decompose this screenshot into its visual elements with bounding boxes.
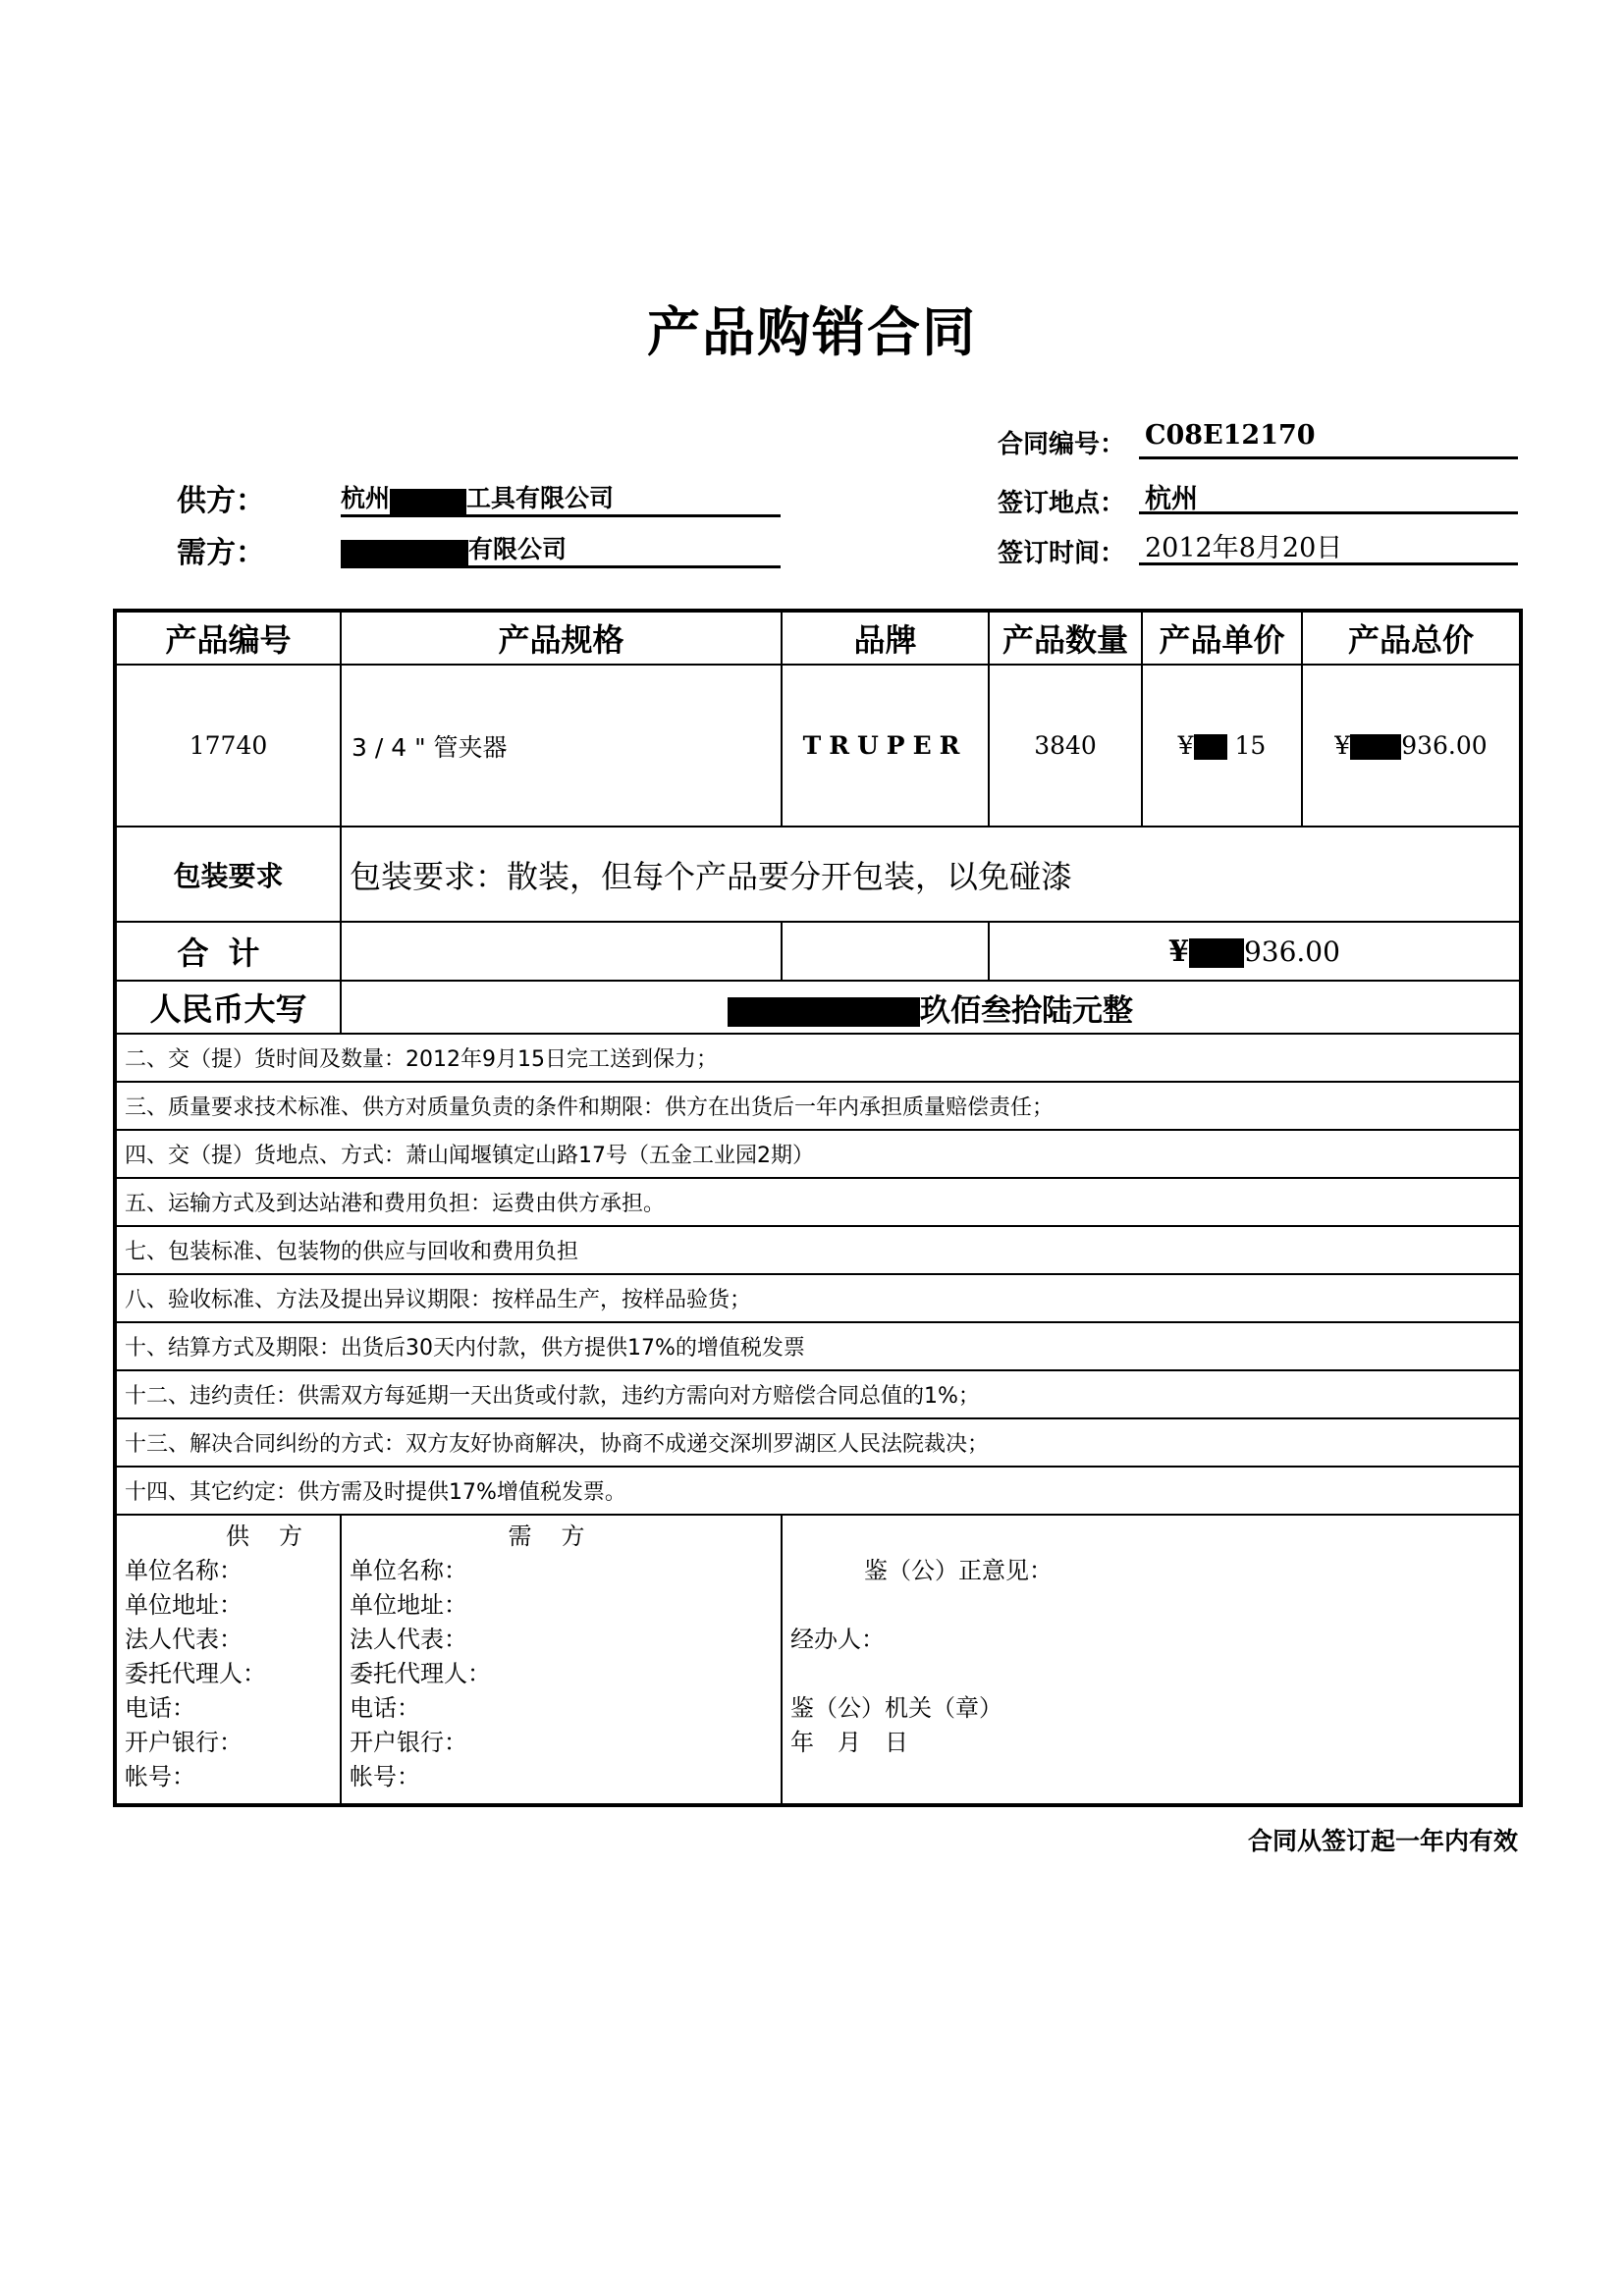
buyer-name-suffix: 有限公司 <box>468 535 568 563</box>
handler-label: 经办人： <box>790 1626 885 1653</box>
redaction-bar <box>1194 734 1227 760</box>
clause-text: 十、结算方式及期限：出货后30天内付款，供方提供17%的增值税发票 <box>115 1322 1521 1370</box>
total-amount-suffix: 936.00 <box>1243 934 1340 968</box>
clause-row <box>115 1082 1521 1130</box>
rmb-value-cell <box>341 981 1521 1034</box>
col-header-code: 产品编号 <box>115 611 341 665</box>
total-price-prefix: ¥ <box>1334 730 1351 760</box>
table-header-row <box>115 611 1521 665</box>
rmb-label: 人民币大写 <box>115 981 341 1034</box>
field-label: 单位名称： <box>350 1557 467 1584</box>
field-label: 单位地址： <box>125 1591 243 1619</box>
field-label: 电话： <box>350 1694 420 1722</box>
clause-row <box>115 1418 1521 1467</box>
col-header-spec: 产品规格 <box>341 611 782 665</box>
field-label: 电话： <box>125 1694 195 1722</box>
supplier-label: 供方： <box>177 484 265 518</box>
sign-date-label: 签订时间： <box>998 539 1126 568</box>
packing-label: 包装要求 <box>115 827 341 922</box>
parties-row <box>115 1515 1521 1805</box>
buyer-info-cell <box>341 1515 782 1805</box>
unit-price-prefix: ¥ <box>1177 730 1194 760</box>
contract-no-value: C08E12170 <box>1139 420 1518 459</box>
validity-note: 合同从签订起一年内有效 <box>1247 1827 1518 1855</box>
redaction-bar <box>1189 938 1244 968</box>
total-price-cell <box>1302 665 1521 827</box>
clause-text: 七、包装标准、包装物的供应与回收和费用负担 <box>115 1226 1521 1274</box>
clause-text: 二、交（提）货时间及数量：2012年9月15日完工送到保力； <box>115 1034 1521 1082</box>
field-label: 单位名称： <box>125 1557 243 1584</box>
clause-row <box>115 1274 1521 1322</box>
total-price-suffix: 936.00 <box>1401 730 1488 760</box>
contract-title: 产品购销合同 <box>647 301 977 363</box>
field-label: 委托代理人： <box>350 1660 491 1687</box>
supplier-info-cell <box>115 1515 341 1805</box>
total-label: 合计 <box>115 922 341 981</box>
supplier-field <box>341 479 781 517</box>
clause-text: 四、交（提）货地点、方式：萧山闻堰镇定山路17号（五金工业园2期） <box>115 1130 1521 1178</box>
clause-row <box>115 1467 1521 1515</box>
product-spec: 3 / 4 " 管夹器 <box>341 665 782 827</box>
authority-seal: 鉴（公）机关（章） <box>790 1694 1002 1722</box>
clause-text: 八、验收标准、方法及提出异议期限：按样品生产，按样品验货； <box>115 1274 1521 1322</box>
clause-text: 三、质量要求技术标准、供方对质量负责的条件和期限：供方在出货后一年内承担质量赔偿责任； <box>115 1082 1521 1130</box>
clause-text: 十三、解决合同纠纷的方式：双方友好协商解决，协商不成递交深圳罗湖区人民法院裁决； <box>115 1418 1521 1467</box>
supplier-heading: 供方 <box>226 1522 332 1550</box>
redaction-bar <box>341 540 468 567</box>
buyer-label: 需方： <box>177 536 265 570</box>
col-header-qty: 产品数量 <box>989 611 1142 665</box>
sign-place-value: 杭州 <box>1139 477 1518 514</box>
clause-text: 十二、违约责任：供需双方每延期一天出货或付款，违约方需向对方赔偿合同总值的1%； <box>115 1370 1521 1418</box>
field-label: 开户银行： <box>125 1729 243 1756</box>
packing-value: 包装要求：散装，但每个产品要分开包装，以免碰漆 <box>341 827 1521 922</box>
redaction-bar <box>728 997 920 1027</box>
supplier-name-suffix: 工具有限公司 <box>466 484 615 512</box>
supplier-name-prefix: 杭州 <box>341 484 391 512</box>
clause-row <box>115 1034 1521 1082</box>
sign-place-label: 签订地点： <box>998 489 1126 518</box>
contract-table <box>113 609 1523 1807</box>
total-empty-cell <box>341 922 782 981</box>
field-label: 帐号： <box>350 1763 420 1790</box>
col-header-brand: 品牌 <box>782 611 989 665</box>
redaction-bar <box>1350 734 1401 760</box>
authority-cell <box>782 1515 1521 1805</box>
col-header-unit-price: 产品单价 <box>1142 611 1302 665</box>
field-label: 单位地址： <box>350 1591 467 1619</box>
field-label: 委托代理人： <box>125 1660 266 1687</box>
unit-price-suffix: 15 <box>1234 730 1267 760</box>
clause-row <box>115 1178 1521 1226</box>
product-code: 17740 <box>115 665 341 827</box>
packing-row <box>115 827 1521 922</box>
redaction-bar <box>390 489 466 516</box>
clause-text: 五、运输方式及到达站港和费用负担：运费由供方承担。 <box>115 1178 1521 1226</box>
date-line: 年 月 日 <box>790 1729 908 1756</box>
total-empty-cell <box>782 922 989 981</box>
product-brand: TRUPER <box>782 665 989 827</box>
field-label: 法人代表： <box>350 1626 467 1653</box>
field-label: 法人代表： <box>125 1626 243 1653</box>
clause-row <box>115 1322 1521 1370</box>
total-row <box>115 922 1521 981</box>
table-row <box>115 665 1521 827</box>
authority-opinion: 鉴（公）正意见： <box>864 1557 1053 1584</box>
rmb-value-suffix: 玖佰叁拾陆元整 <box>920 992 1133 1029</box>
sign-date-value: 2012年8月20日 <box>1139 526 1518 565</box>
contract-no-label: 合同编号： <box>998 430 1126 459</box>
product-qty: 3840 <box>989 665 1142 827</box>
clause-text: 十四、其它约定：供方需及时提供17%增值税发票。 <box>115 1467 1521 1515</box>
unit-price-cell <box>1142 665 1302 827</box>
buyer-field <box>341 530 781 568</box>
clause-row <box>115 1130 1521 1178</box>
buyer-heading: 需方 <box>508 1522 615 1550</box>
field-label: 开户银行： <box>350 1729 467 1756</box>
field-label: 帐号： <box>125 1763 195 1790</box>
total-amount-prefix: ¥ <box>1168 934 1189 969</box>
col-header-total-price: 产品总价 <box>1302 611 1521 665</box>
total-amount-cell <box>989 922 1521 981</box>
rmb-row <box>115 981 1521 1034</box>
clause-row <box>115 1370 1521 1418</box>
clause-row <box>115 1226 1521 1274</box>
